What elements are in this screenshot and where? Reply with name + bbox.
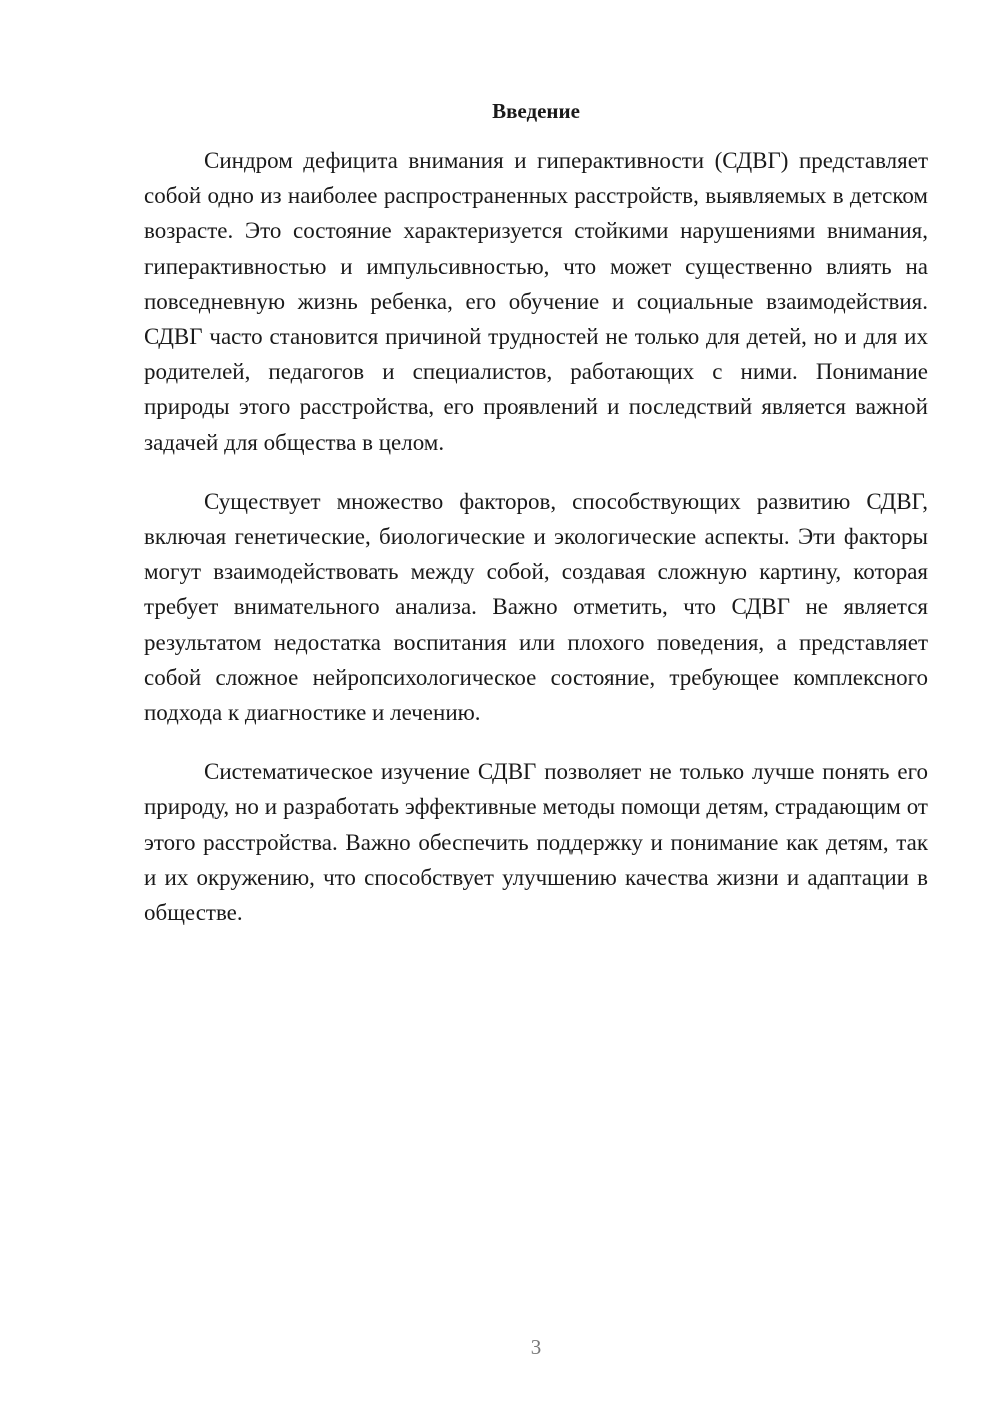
page-number: 3	[530, 1335, 542, 1359]
paragraph-2: Существует множество факторов, способствующих развитию СДВГ, включая генетические, биологические и экологические аспекты. Эти факторы могут взаимодействовать между собой, создавая сложную картину, которая требует внимательного анализа. Важно отметить, что СДВГ не является результатом недостатка воспитания или плохого поведения, а представляет собой сложное нейропсихологическое состояние, требующее комплексного подхода к диагностике и лечению.	[144, 488, 928, 726]
paragraph-3: Систематическое изучение СДВГ позволяет не только лучше понять его природу, но и разработать эффективные методы помощи детям, страдающим от этого расстройства. Важно обеспечить поддержку и понимание как детям, так и их окружению, что способствует улучшению качества жизни и адаптации в обществе.	[144, 759, 928, 926]
body-text	[144, 143, 928, 954]
paragraph-1: Синдром дефицита внимания и гиперактивности (СДВГ) представляет собой одно из наиболее распространенных расстройств, выявляемых в детском возрасте. Это состояние характеризуется стойкими нарушениями внимания, гиперактивностью и импульсивностью, что может существенно влиять на повседневную жизнь ребенка, его обучение и социальные взаимодействия. СДВГ часто становится причиной трудностей не только для детей, но и для их родителей, педагогов и специалистов, работающих с ними. Понимание природы этого расстройства, его проявлений и последствий является важной задачей для общества в целом.	[144, 148, 928, 455]
section-heading: Введение	[492, 99, 580, 123]
